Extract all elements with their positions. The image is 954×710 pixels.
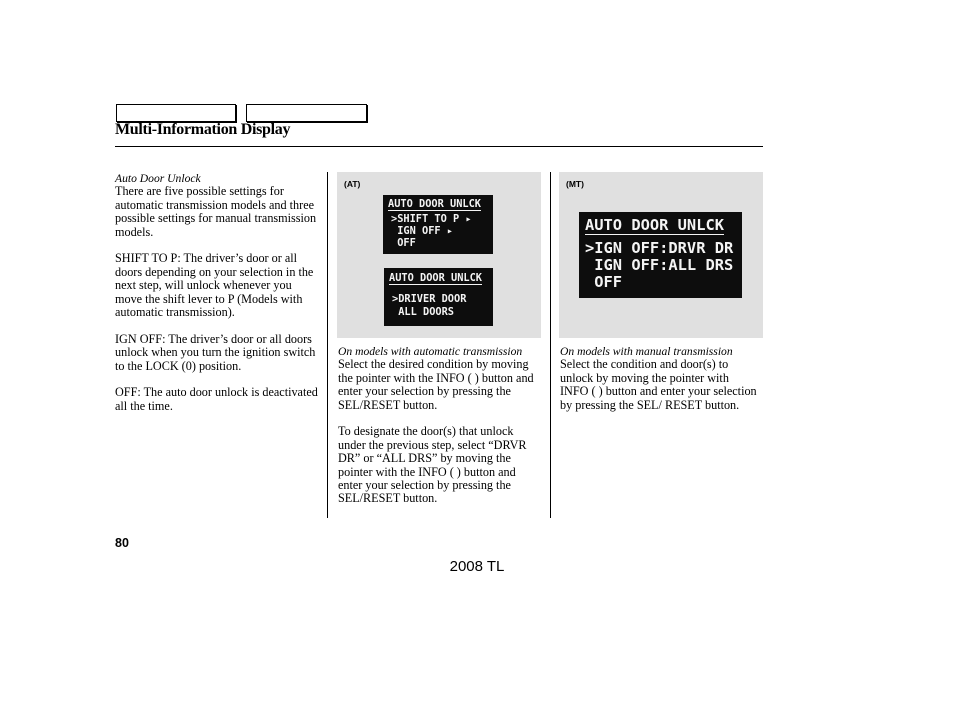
display-line: ALL DOORS <box>392 306 454 318</box>
display-title: AUTO DOOR UNLCK <box>585 216 724 234</box>
left-paragraph-4: OFF: The auto door unlock is deactivated all the time. <box>115 385 318 413</box>
display-title: AUTO DOOR UNLCK <box>388 198 481 210</box>
mt-display-screen <box>579 212 742 298</box>
model-label: 2008 TL <box>449 558 505 575</box>
column-divider-1 <box>327 172 328 518</box>
at-display-screen-1 <box>383 195 493 254</box>
display-line: >DRIVER DOOR <box>392 293 467 305</box>
display-line: IGN OFF:ALL DRS <box>585 256 734 274</box>
mt-paragraph-1: Select the condition and door(s) to unlock by moving the pointer with INFO ( ) button and enter your selection by pressing the SEL/ RESET button. <box>560 357 757 412</box>
at-paragraph-1: Select the desired condition by moving the pointer with the INFO ( ) button and enter your selection by pressing the SEL/RESET button. <box>338 357 534 412</box>
title-rule <box>115 146 763 147</box>
at-tag: (AT) <box>344 179 361 189</box>
left-paragraph-3: IGN OFF: The driver’s door or all doors unlock when you turn the ignition switch to the LOCK (0) position. <box>115 331 316 373</box>
header-tab-2 <box>246 104 367 122</box>
left-paragraph-2: SHIFT TO P: The driver’s door or all doors depending on your selection in the next step, will unlock whenever you move the shift lever to P (Models with automatic transmission). <box>115 251 314 320</box>
left-column <box>115 172 320 427</box>
page-title: Multi-Information Display <box>115 121 291 138</box>
left-paragraph-1: There are five possible settings for automatic transmission models and three possible settings for manual transmission models. <box>115 184 317 239</box>
mt-tag: (MT) <box>566 179 584 189</box>
page-number: 80 <box>115 536 129 550</box>
display-title: AUTO DOOR UNLCK <box>389 272 482 284</box>
display-line: OFF <box>585 273 623 291</box>
display-line: >SHIFT TO P ▸ <box>391 213 472 225</box>
display-line: OFF <box>391 237 416 249</box>
at-caption: On models with automatic transmission <box>338 345 523 358</box>
at-display-screen-2 <box>384 268 493 326</box>
at-text-column <box>338 345 543 519</box>
section-heading: Auto Door Unlock <box>115 172 201 185</box>
column-divider-2 <box>550 172 551 518</box>
mt-text-column <box>560 345 760 425</box>
mt-caption: On models with manual transmission <box>560 345 733 358</box>
at-paragraph-2: To designate the door(s) that unlock under the previous step, select “DRVR DR” or “ALL DRS” by moving the pointer with the INFO ( ) button and enter your selection by pressing the SEL/RESET button. <box>338 424 527 506</box>
display-line: IGN OFF ▸ <box>391 225 453 237</box>
header-tab-1 <box>116 104 236 122</box>
display-line: >IGN OFF:DRVR DR <box>585 239 734 257</box>
